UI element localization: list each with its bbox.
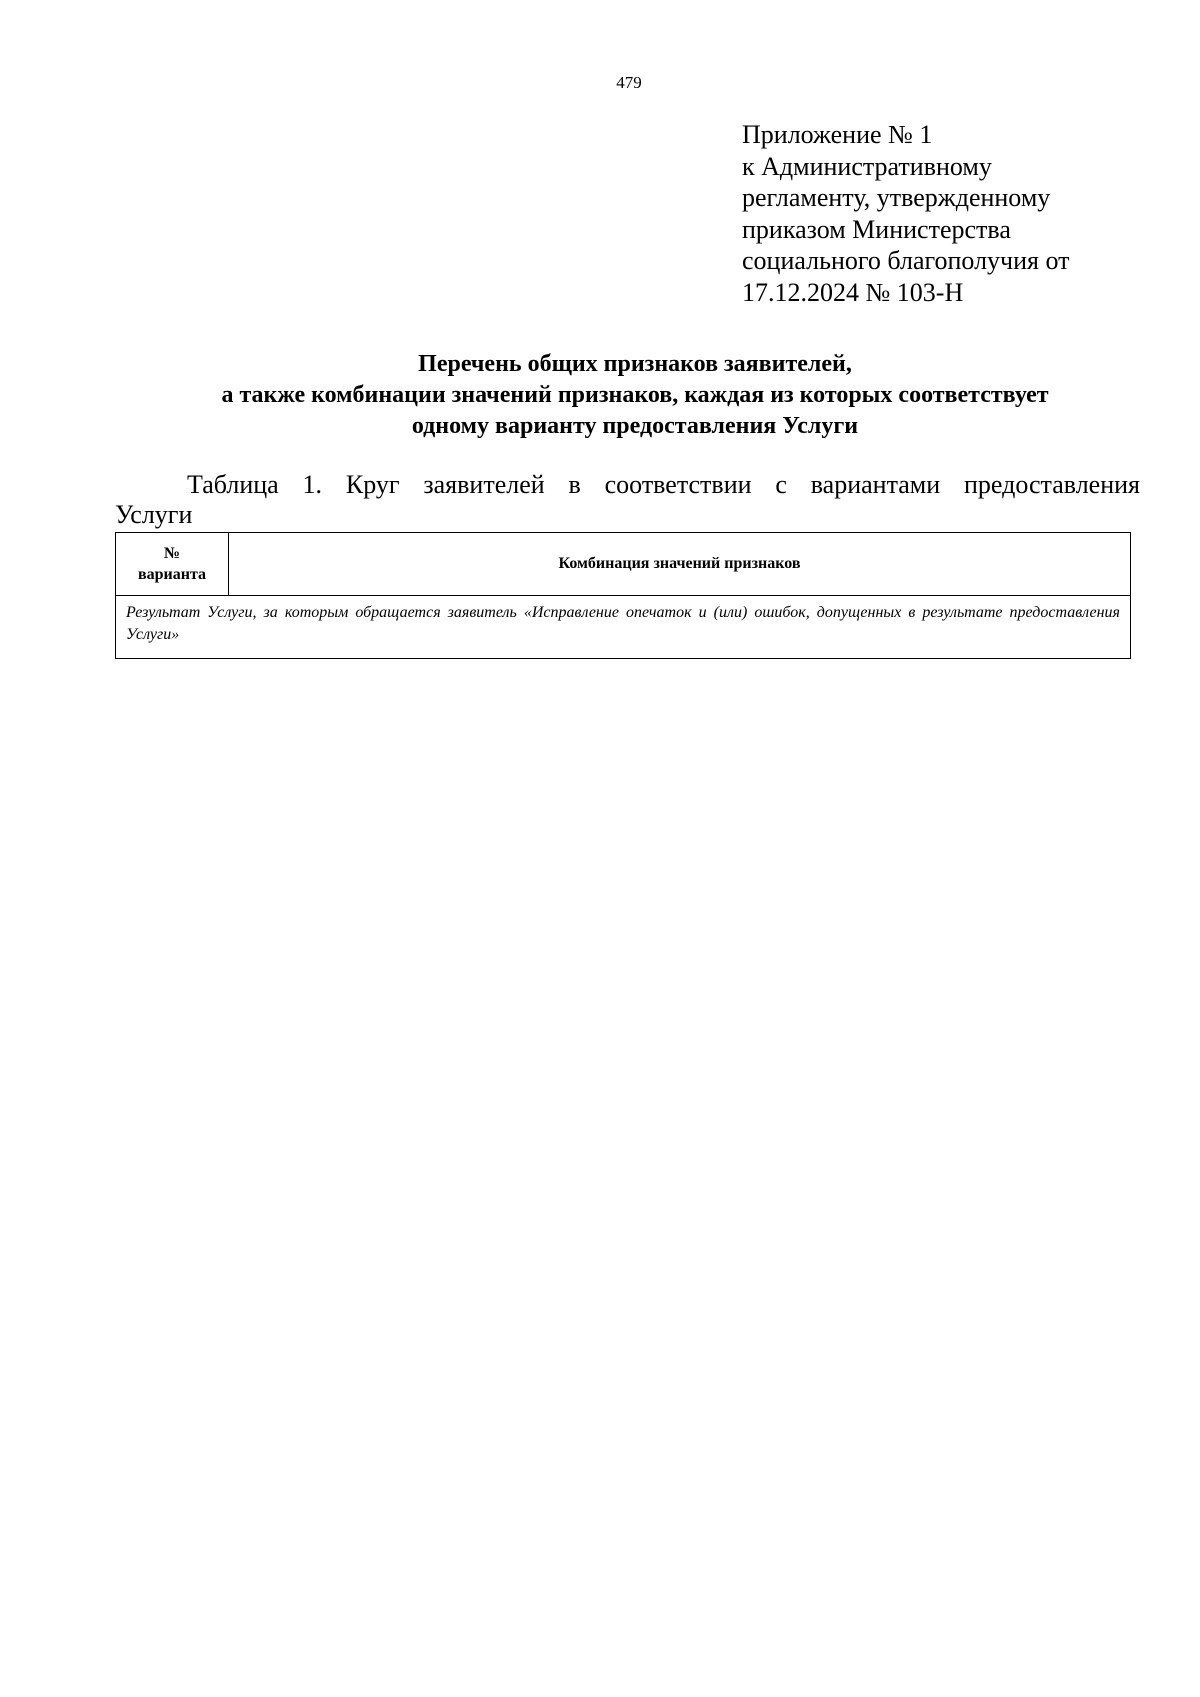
page-number: 479: [616, 73, 642, 92]
document-title: [115, 349, 1155, 442]
result-row-cell: Результат Услуги, за которым обращается заявитель «Исправление опечаток и (или) ошибок, допущенных в результате предоставления Услуги»: [116, 596, 1131, 659]
header-number-sign: №: [163, 545, 181, 562]
table-caption-line: Услуги: [115, 500, 193, 529]
appendix-line: приказом Министерства: [742, 214, 1011, 244]
header-number-label: варианта: [137, 566, 207, 583]
variants-table: [115, 532, 1131, 659]
appendix-line: социального благополучия от: [742, 246, 1070, 275]
appendix-line: регламенту, утвержденному: [742, 183, 1051, 212]
appendix-line: Приложение № 1: [742, 120, 933, 149]
appendix-note: [742, 119, 1162, 308]
table-caption: [115, 470, 1140, 530]
header-combination: Комбинация значений признаков: [229, 533, 1131, 596]
title-line: Перечень общих признаков заявителей,: [418, 351, 852, 377]
appendix-line: к Административному: [742, 151, 992, 181]
table-header-row: [116, 533, 1131, 596]
title-line: одному варианту предоставления Услуги: [411, 413, 859, 439]
appendix-line: 17.12.2024 № 103-Н: [742, 277, 964, 307]
table-caption-line: Таблица 1. Круг заявителей в соответствии с вариантами предоставления: [187, 470, 1140, 499]
title-line: а также комбинации значений признаков, каждая из которых соответствует: [221, 382, 1049, 408]
header-variant-number: [116, 533, 229, 596]
table-row: [116, 596, 1131, 659]
